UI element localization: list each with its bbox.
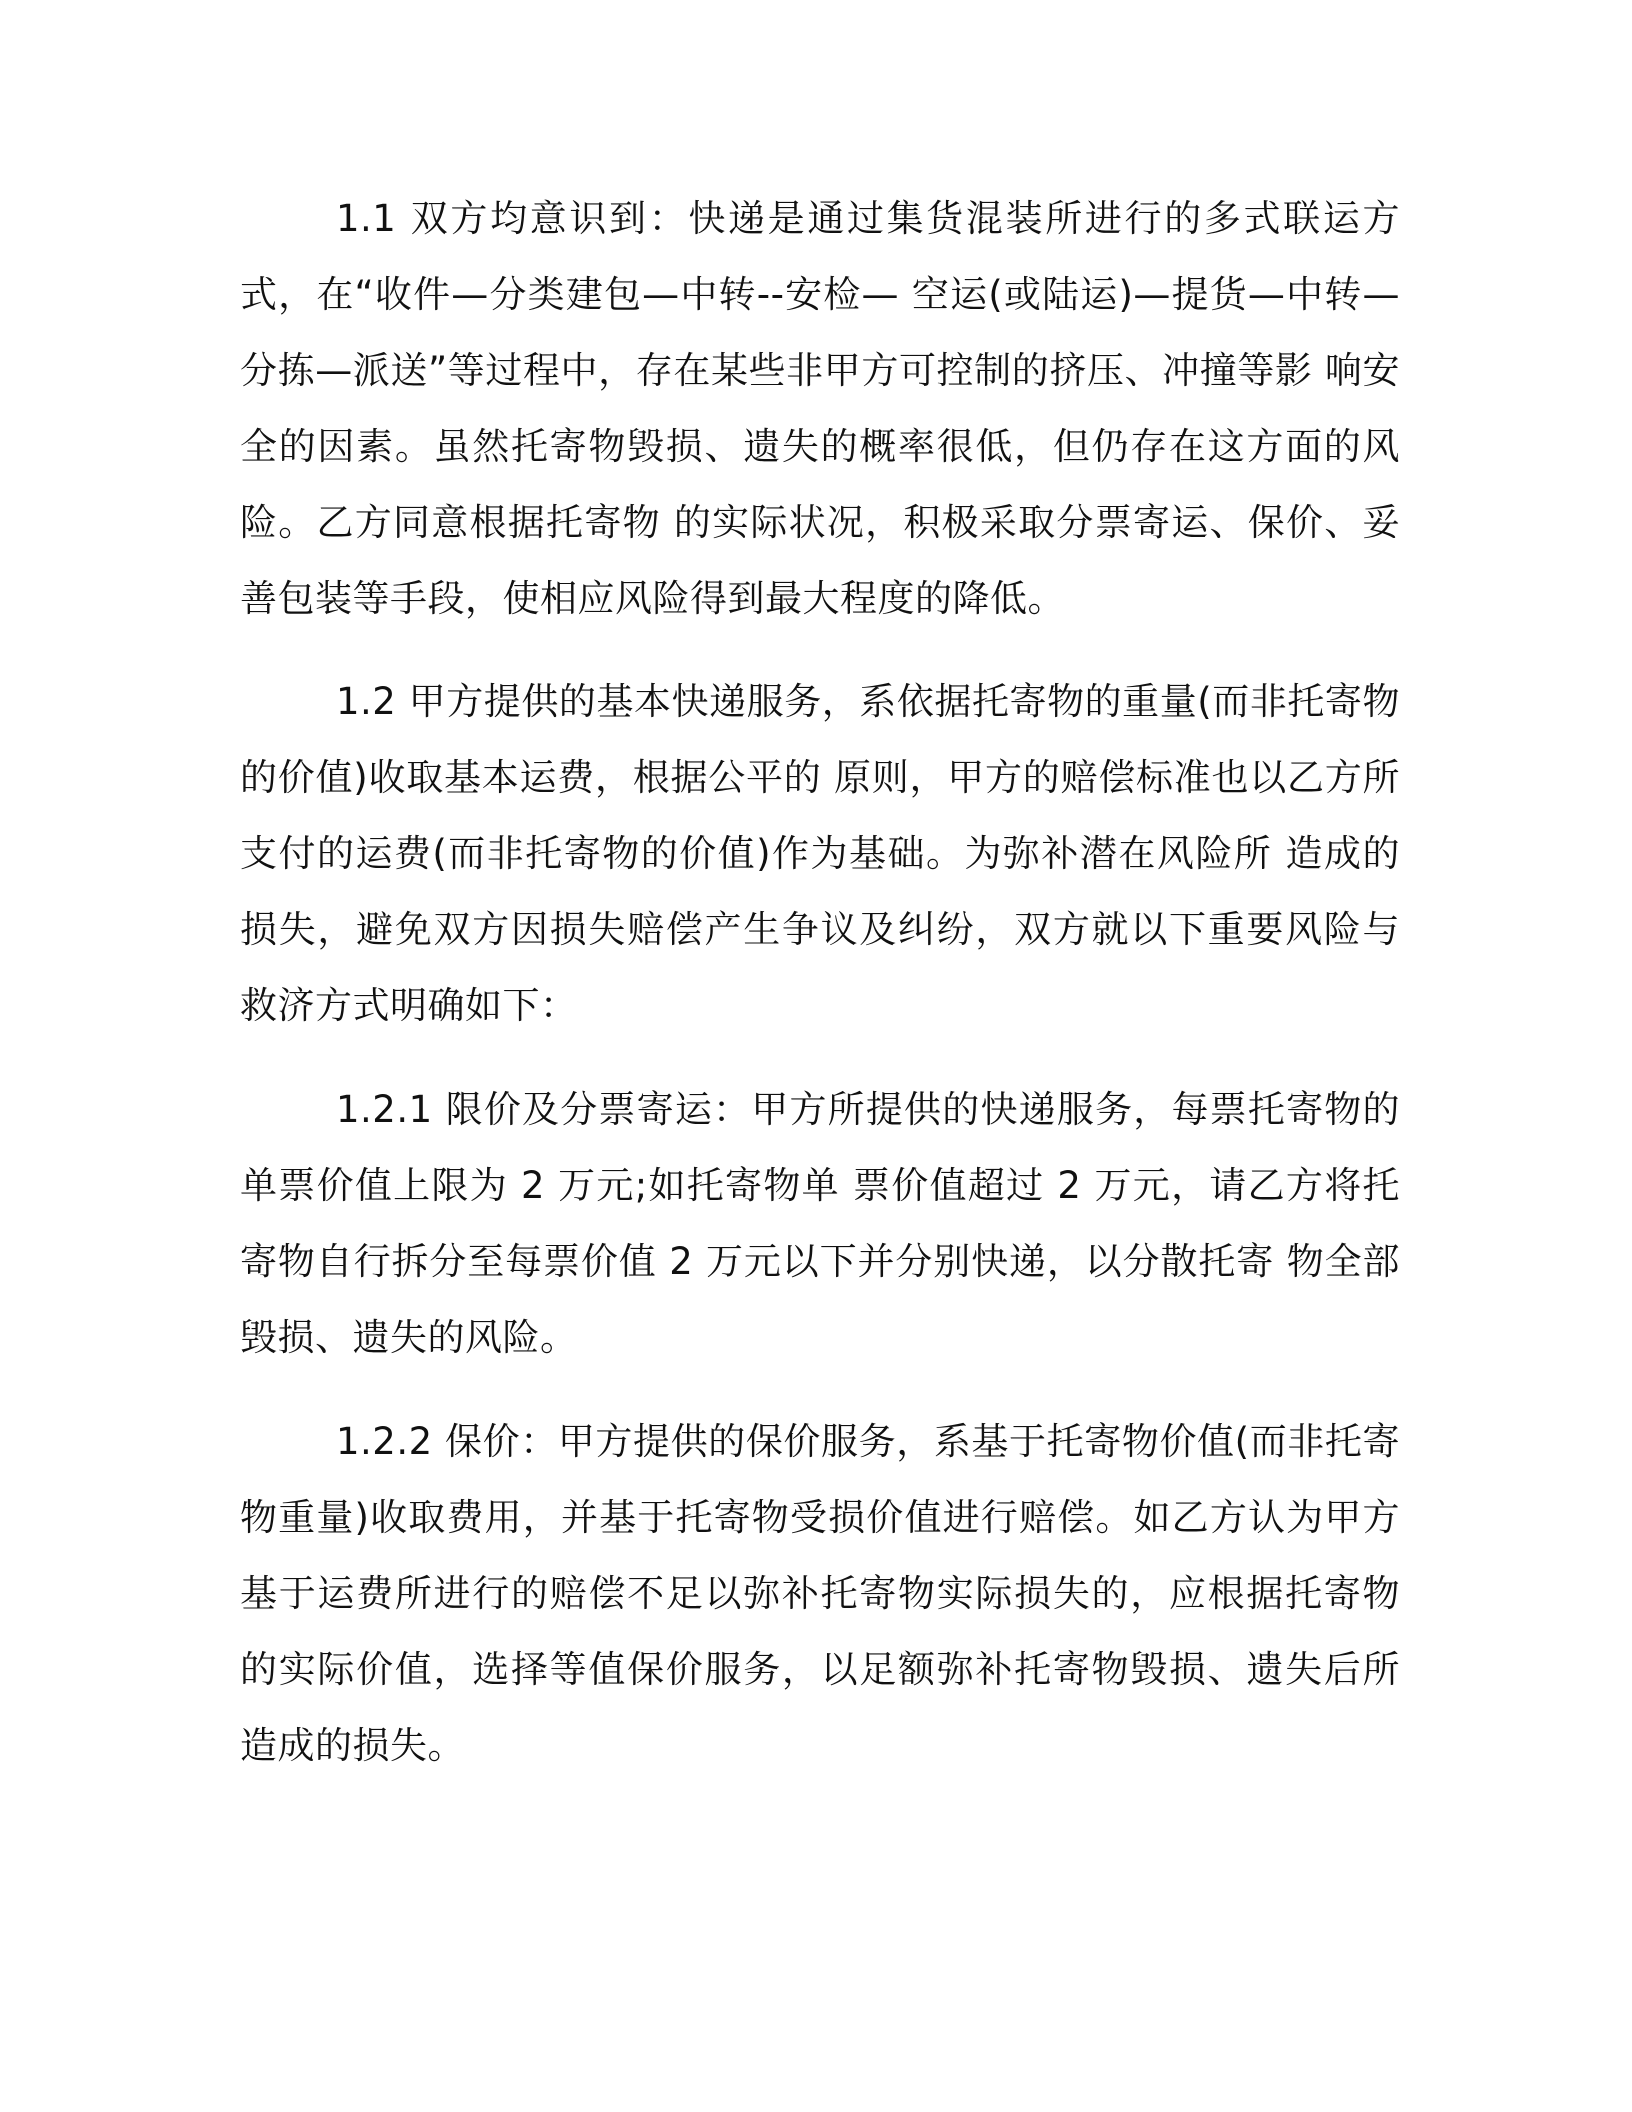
paragraph-1-2-2: 1.2.2 保价：甲方提供的保价服务，系基于托寄物价值(而非托寄物重量)收取费用，并基于托寄物受损价值进行赔偿。如乙方认为甲方基于运费所进行的赔偿不足以弥补托寄物实际损失的，应根据托寄物的实际价值，选择等值保价服务，以足额弥补托寄物毁损、遗失后所造成的损失。 bbox=[240, 1420, 1400, 1767]
paragraph-1-1: 1.1 双方均意识到：快递是通过集货混装所进行的多式联运方式，在“收件—分类建包—中转--安检— 空运(或陆运)—提货—中转—分拣—派送”等过程中，存在某些非甲方可控制的挤压、冲撞等影 响安全的因素。虽然托寄物毁损、遗失的概率很低，但仍存在这方面的风险。乙方同意根据托寄物 的实际状况，积极采取分票寄运、保价、妥善包装等手段，使相应风险得到最大程度的降低。 bbox=[240, 197, 1400, 620]
paragraph-1-2-1: 1.2.1 限价及分票寄运：甲方所提供的快递服务，每票托寄物的单票价值上限为 2 万元;如托寄物单 票价值超过 2 万元，请乙方将托寄物自行拆分至每票价值 2 万元以下并分别快递，以分散托寄 物全部毁损、遗失的风险。 bbox=[240, 1088, 1400, 1359]
paragraph-1-2: 1.2 甲方提供的基本快递服务，系依据托寄物的重量(而非托寄物的价值)收取基本运费，根据公平的 原则，甲方的赔偿标准也以乙方所支付的运费(而非托寄物的价值)作为基础。为弥补潜在风险所 造成的损失，避免双方因损失赔偿产生争议及纠纷，双方就以下重要风险与救济方式明确如下： bbox=[240, 680, 1400, 1027]
